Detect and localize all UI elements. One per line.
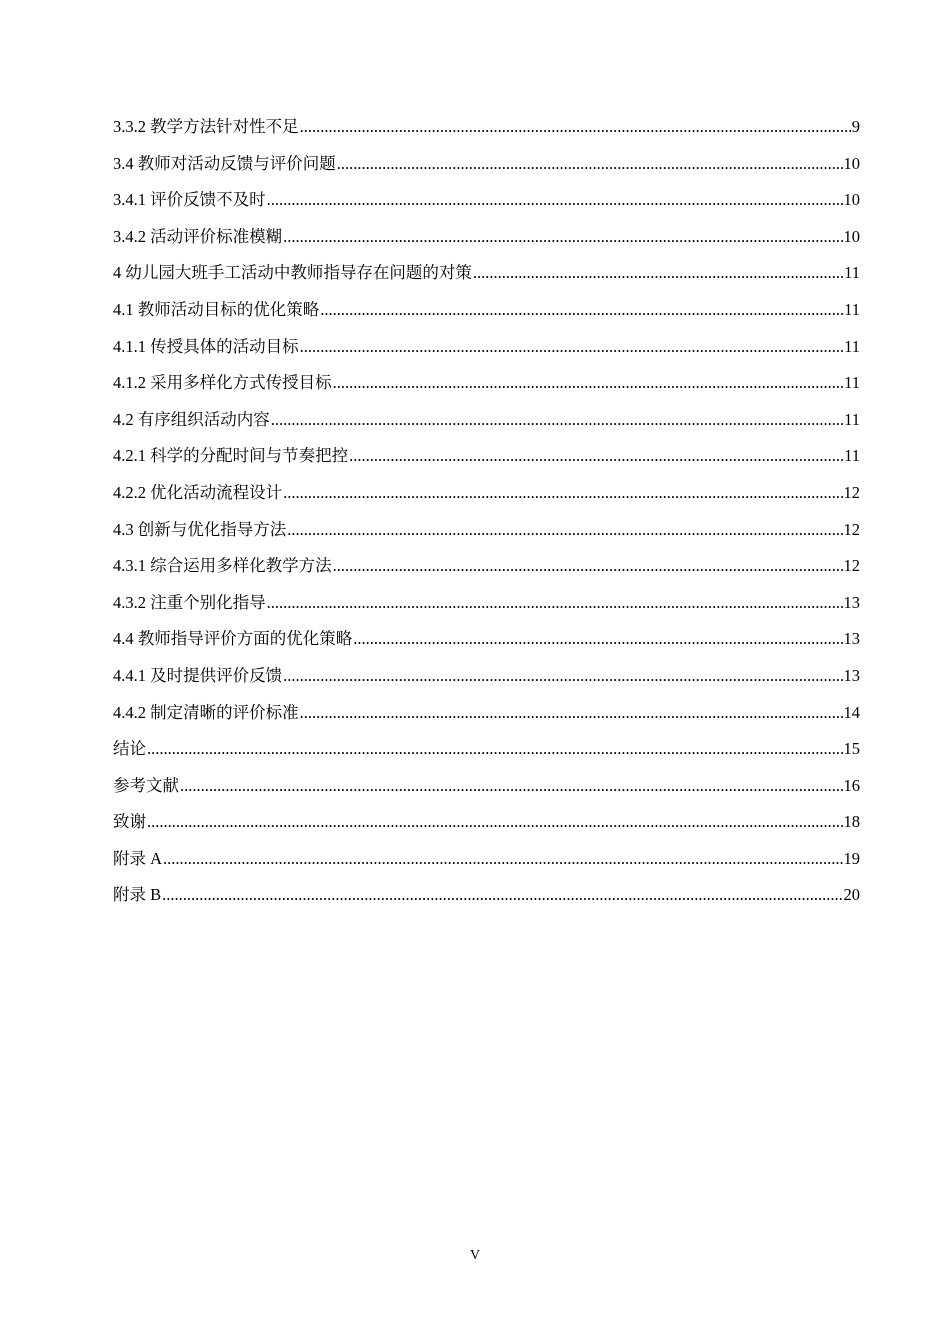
toc-entry-title: 致谢	[113, 812, 146, 832]
toc-entry-page: 12	[843, 519, 860, 539]
toc-entry-page: 16	[843, 775, 860, 795]
toc-entry-page: 11	[844, 263, 860, 283]
toc-entry[interactable]	[113, 551, 860, 588]
toc-dot-leader	[349, 441, 843, 471]
toc-entry[interactable]	[113, 698, 860, 735]
toc-dot-leader	[287, 515, 842, 545]
toc-entry[interactable]	[113, 515, 860, 552]
toc-dot-leader	[267, 588, 843, 618]
toc-entry-title: 4.1.2 采用多样化方式传授目标	[113, 373, 332, 393]
toc-entry-title: 3.4 教师对活动反馈与评价问题	[113, 153, 336, 173]
page-number: V	[469, 1248, 481, 1263]
toc-entry[interactable]	[113, 332, 860, 369]
toc-entry-title: 结论	[113, 739, 146, 759]
toc-entry-page: 13	[843, 629, 860, 649]
toc-entry[interactable]	[113, 441, 860, 478]
toc-entry-page: 10	[843, 190, 860, 210]
toc-entry-page: 12	[843, 482, 860, 502]
toc-entry-page: 11	[844, 299, 860, 319]
toc-entry-page: 13	[843, 592, 860, 612]
toc-entry-title: 附录 B	[113, 885, 162, 905]
toc-entry[interactable]	[113, 149, 860, 186]
toc-entry[interactable]	[113, 185, 860, 222]
toc-entry-page: 18	[843, 812, 860, 832]
toc-entry-page: 11	[844, 373, 860, 393]
toc-entry-title: 3.3.2 教学方法针对性不足	[113, 117, 299, 136]
toc-entry[interactable]	[113, 405, 860, 442]
toc-entry[interactable]	[113, 880, 860, 917]
toc-dot-leader	[162, 880, 842, 910]
toc-entry[interactable]	[113, 112, 860, 149]
toc-entry-title: 4.2 有序组织活动内容	[113, 409, 270, 429]
toc-dot-leader	[271, 405, 843, 435]
toc-dot-leader	[180, 771, 843, 801]
toc-entry-title: 4.3 创新与优化指导方法	[113, 519, 287, 539]
toc-dot-leader	[300, 112, 851, 142]
toc-dot-leader	[147, 807, 843, 837]
toc-entry-title: 4.1.1 传授具体的活动目标	[113, 336, 299, 356]
toc-entry[interactable]	[113, 771, 860, 808]
toc-entry-page: 15	[843, 739, 860, 759]
toc-entry-page: 12	[843, 556, 860, 576]
toc-dot-leader	[283, 478, 842, 508]
toc-entry[interactable]	[113, 807, 860, 844]
toc-entry-title: 附录 A	[113, 848, 163, 868]
toc-dot-leader	[267, 185, 843, 215]
toc-entry-title: 4.4 教师指导评价方面的优化策略	[113, 629, 353, 649]
toc-dot-leader	[300, 698, 843, 728]
toc-entry-page: 10	[843, 153, 860, 173]
toc-entry[interactable]	[113, 478, 860, 515]
toc-entry-page: 20	[843, 885, 860, 905]
toc-entry-page: 10	[843, 226, 860, 246]
toc-entry[interactable]	[113, 295, 860, 332]
toc-entry-page: 9	[851, 117, 860, 136]
toc-entry[interactable]	[113, 222, 860, 259]
toc-entry-title: 4.2.2 优化活动流程设计	[113, 482, 283, 502]
toc-entry-page: 19	[843, 848, 860, 868]
toc-dot-leader	[320, 295, 843, 325]
toc-dot-leader	[147, 734, 843, 764]
toc-entry[interactable]	[113, 734, 860, 771]
toc-dot-leader	[353, 624, 842, 654]
toc-entry[interactable]	[113, 844, 860, 881]
toc-entry-title: 3.4.1 评价反馈不及时	[113, 190, 266, 210]
toc-entry[interactable]	[113, 368, 860, 405]
toc-entry-page: 11	[844, 409, 860, 429]
toc-entry-title: 4 幼儿园大班手工活动中教师指导存在问题的对策	[113, 263, 472, 283]
toc-entry-title: 4.4.2 制定清晰的评价标准	[113, 702, 299, 722]
toc-entry-title: 4.3.1 综合运用多样化教学方法	[113, 556, 332, 576]
toc-dot-leader	[300, 332, 843, 362]
toc-entry-page: 13	[843, 665, 860, 685]
toc-entry-title: 4.3.2 注重个别化指导	[113, 592, 266, 612]
toc-entry-page: 11	[844, 446, 860, 466]
toc-entry-title: 3.4.2 活动评价标准模糊	[113, 226, 283, 246]
toc-dot-leader	[333, 551, 843, 581]
toc-entry-title: 4.4.1 及时提供评价反馈	[113, 665, 283, 685]
toc-dot-leader	[283, 222, 842, 252]
toc-entry-title: 参考文献	[113, 775, 179, 795]
toc-entry-page: 14	[843, 702, 860, 722]
toc-entry-page: 11	[844, 336, 860, 356]
toc-entry[interactable]	[113, 624, 860, 661]
toc-dot-leader	[473, 258, 843, 288]
toc-dot-leader	[283, 661, 842, 691]
table-of-contents	[113, 112, 860, 917]
toc-dot-leader	[333, 368, 843, 398]
toc-entry[interactable]	[113, 661, 860, 698]
toc-entry-title: 4.2.1 科学的分配时间与节奏把控	[113, 446, 349, 466]
toc-entry[interactable]	[113, 258, 860, 295]
toc-dot-leader	[163, 844, 842, 874]
toc-dot-leader	[337, 149, 843, 179]
toc-entry-title: 4.1 教师活动目标的优化策略	[113, 299, 320, 319]
toc-entry[interactable]	[113, 588, 860, 625]
